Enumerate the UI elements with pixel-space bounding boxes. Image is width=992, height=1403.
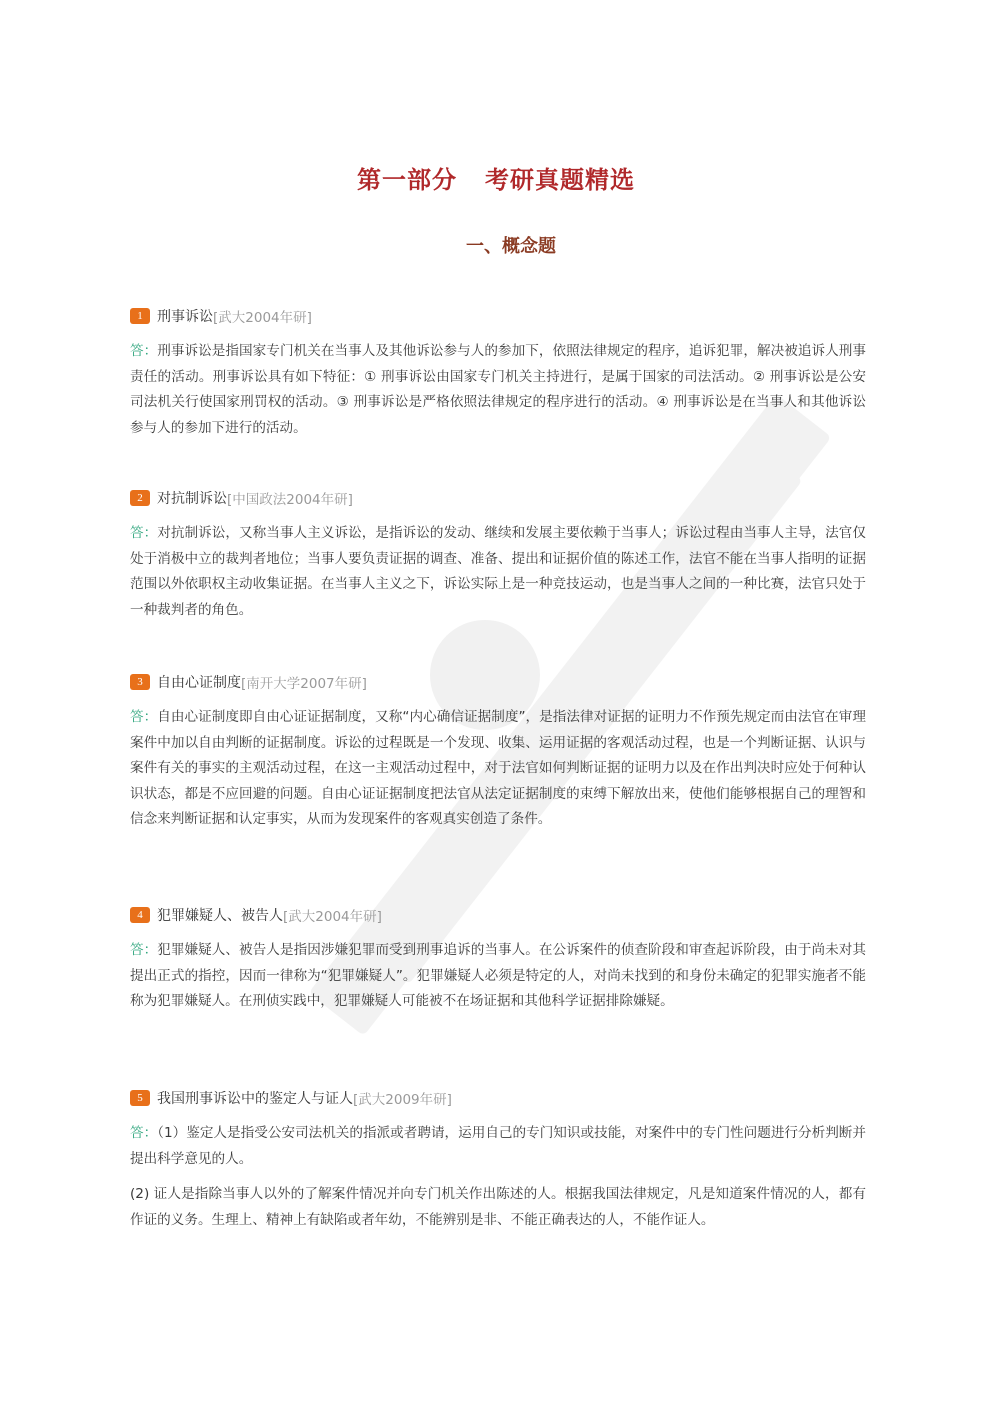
answer-block [130, 339, 866, 441]
question-source: [武大2004年研] [283, 909, 382, 925]
answer-block [130, 521, 866, 623]
part-title [0, 160, 992, 195]
question-heading [130, 904, 866, 926]
answer-block [130, 705, 866, 833]
question-item [130, 487, 866, 623]
question-heading [130, 671, 866, 693]
answer-text: 自由心证制度即自由心证证据制度，又称“内心确信证据制度”，是指法律对证据的证明力不作预先规定而由法官在审理案件中加以自由判断的证据制度。诉讼的过程既是一个发现、收集、运用证据的客观活动过程，也是一个判断证据、认识与案件有关的事实的主观活动过程，在这一主观活动过程中，对于法官如何判断证据的证明力以及在作出判决时应处于何种认识状态，都是不应回避的问题。自由心证证据制度把法官从法定证据制度的束缚下解放出来，使他们能够根据自己的理智和信念来判断证据和认定事实，从而为发现案件的客观真实创造了条件。 [130, 709, 866, 827]
question-number-badge: 1 [130, 308, 150, 324]
question-number-badge: 3 [130, 674, 150, 690]
answer-label: 答： [130, 1125, 158, 1141]
question-item [130, 904, 866, 1015]
question-source: [中国政法2004年研] [227, 492, 353, 508]
part-title-text: 考研真题精选 [485, 166, 635, 194]
question-source: [南开大学2007年研] [241, 676, 367, 692]
question-title: 刑事诉讼 [157, 309, 213, 325]
question-number-badge: 4 [130, 907, 150, 923]
question-heading [130, 305, 866, 327]
question-item [130, 1087, 866, 1233]
question-source: [武大2009年研] [353, 1092, 452, 1108]
section-title: 一、概念题 [466, 236, 556, 257]
question-title: 犯罪嫌疑人、被告人 [157, 908, 283, 924]
answer-text: (2) 证人是指除当事人以外的了解案件情况并向专门机关作出陈述的人。根据我国法律规定，凡是知道案件情况的人，都有作证的义务。生理上、精神上有缺陷或者年幼，不能辨别是非、不能正确表达的人，不能作证人。 [130, 1186, 866, 1228]
question-source: [武大2004年研] [213, 310, 312, 326]
question-title: 对抗制诉讼 [157, 491, 227, 507]
answer-label: 答： [130, 343, 158, 359]
question-title: 我国刑事诉讼中的鉴定人与证人 [157, 1091, 353, 1107]
answer-label: 答： [130, 709, 158, 725]
question-item [130, 671, 866, 833]
question-title: 自由心证制度 [157, 675, 241, 691]
question-number-badge: 2 [130, 490, 150, 506]
part-title-number: 第一部分 [357, 166, 457, 194]
answer-block [130, 938, 866, 1015]
answer-text: 刑事诉讼是指国家专门机关在当事人及其他诉讼参与人的参加下，依照法律规定的程序，追诉犯罪，解决被追诉人刑事责任的活动。刑事诉讼具有如下特征：① 刑事诉讼由国家专门机关主持进行，是属于国家的司法活动。② 刑事诉讼是公安司法机关行使国家刑罚权的活动。③ 刑事诉讼是严格依照法律规定的程序进行的活动。④ 刑事诉讼是在当事人和其他诉讼参与人的参加下进行的活动。 [130, 343, 867, 436]
answer-text: 犯罪嫌疑人、被告人是指因涉嫌犯罪而受到刑事追诉的当事人。在公诉案件的侦查阶段和审查起诉阶段，由于尚未对其提出正式的指控，因而一律称为“犯罪嫌疑人”。犯罪嫌疑人必须是特定的人，对尚未找到的和身份未确定的犯罪实施者不能称为犯罪嫌疑人。在刑侦实践中，犯罪嫌疑人可能被不在场证据和其他科学证据排除嫌疑。 [130, 942, 867, 1009]
answer-text: （1）鉴定人是指受公安司法机关的指派或者聘请，运用自己的专门知识或技能，对案件中的专门性问题进行分析判断并提出科学意见的人。 [130, 1125, 866, 1167]
answer-block [130, 1121, 866, 1233]
question-heading [130, 1087, 866, 1109]
question-number-badge: 5 [130, 1090, 150, 1106]
question-heading [130, 487, 866, 509]
answer-text: 对抗制诉讼，又称当事人主义诉讼，是指诉讼的发动、继续和发展主要依赖于当事人；诉讼过程由当事人主导，法官仅处于消极中立的裁判者地位；当事人要负责证据的调查、准备、提出和证据价值的陈述工作，法官不能在当事人指明的证据范围以外依职权主动收集证据。在当事人主义之下，诉讼实际上是一种竞技运动，也是当事人之间的一种比赛，法官只处于一种裁判者的角色。 [130, 525, 867, 618]
answer-label: 答： [130, 942, 158, 958]
question-item [130, 305, 866, 441]
answer-label: 答： [130, 525, 158, 541]
